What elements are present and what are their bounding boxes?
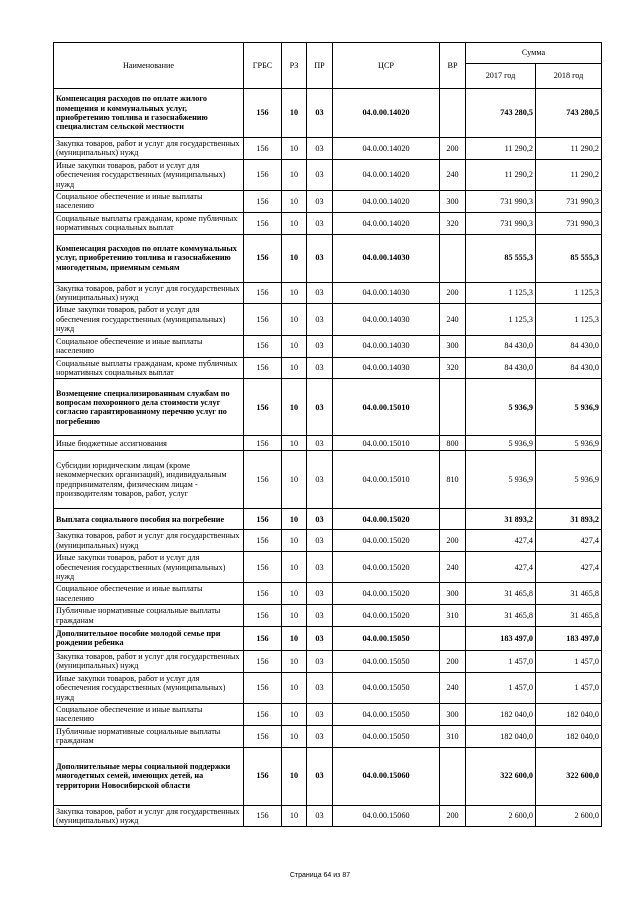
- cell-grbs: 156: [244, 672, 282, 703]
- cell-grbs: 156: [244, 552, 282, 583]
- cell-s2018: 1 125,3: [536, 282, 602, 304]
- cell-s2018: 31 465,8: [536, 605, 602, 627]
- cell-pr: 03: [307, 583, 333, 605]
- cell-name: Социальные выплаты гражданам, кроме публичных нормативных социальных выплат: [54, 357, 244, 379]
- header-sum: Сумма: [466, 43, 602, 64]
- cell-vr: 240: [440, 552, 466, 583]
- cell-rz: 10: [282, 805, 307, 827]
- cell-name: Закупка товаров, работ и услуг для государственных (муниципальных) нужд: [54, 650, 244, 672]
- cell-s2018: 5 936,9: [536, 451, 602, 509]
- cell-pr: 03: [307, 436, 333, 451]
- cell-grbs: 156: [244, 704, 282, 726]
- cell-csr: 04.0.00.14030: [333, 357, 440, 379]
- cell-s2018: 427,4: [536, 530, 602, 552]
- cell-s2017: 182 040,0: [466, 704, 536, 726]
- header-name: Наименование: [54, 43, 244, 89]
- cell-s2017: 84 430,0: [466, 357, 536, 379]
- cell-s2017: 183 497,0: [466, 626, 536, 650]
- cell-rz: 10: [282, 436, 307, 451]
- cell-s2017: 11 290,2: [466, 138, 536, 160]
- cell-pr: 03: [307, 357, 333, 379]
- cell-s2018: 183 497,0: [536, 626, 602, 650]
- cell-rz: 10: [282, 304, 307, 335]
- table-row: [54, 552, 602, 583]
- cell-name: Социальное обеспечение и иные выплаты населению: [54, 583, 244, 605]
- cell-pr: 03: [307, 605, 333, 627]
- cell-csr: 04.0.00.14020: [333, 138, 440, 160]
- cell-csr: 04.0.00.15010: [333, 379, 440, 436]
- cell-s2017: 11 290,2: [466, 159, 536, 190]
- cell-s2018: 84 430,0: [536, 357, 602, 379]
- cell-vr: 810: [440, 451, 466, 509]
- cell-vr: 200: [440, 530, 466, 552]
- cell-name: Возмещение специализированным службам по вопросам похоронного дела стоимости услуг согласно гарантированному перечню услуг по погребению: [54, 379, 244, 436]
- cell-rz: 10: [282, 212, 307, 234]
- cell-name: Иные закупки товаров, работ и услуг для обеспечения государственных (муниципальных) нужд: [54, 672, 244, 703]
- table-row: [54, 282, 602, 304]
- table-row: [54, 747, 602, 805]
- cell-s2017: 1 457,0: [466, 672, 536, 703]
- table-row: [54, 234, 602, 282]
- cell-s2017: 5 936,9: [466, 379, 536, 436]
- cell-rz: 10: [282, 530, 307, 552]
- cell-vr: 320: [440, 212, 466, 234]
- cell-rz: 10: [282, 191, 307, 213]
- cell-csr: 04.0.00.14020: [333, 89, 440, 138]
- cell-s2017: 182 040,0: [466, 725, 536, 747]
- cell-name: Социальные выплаты гражданам, кроме публичных нормативных социальных выплат: [54, 212, 244, 234]
- cell-name: Закупка товаров, работ и услуг для государственных (муниципальных) нужд: [54, 282, 244, 304]
- cell-pr: 03: [307, 530, 333, 552]
- cell-vr: 300: [440, 335, 466, 357]
- cell-csr: 04.0.00.14030: [333, 304, 440, 335]
- cell-s2018: 85 555,3: [536, 234, 602, 282]
- cell-grbs: 156: [244, 138, 282, 160]
- table-row: [54, 159, 602, 190]
- table-row: [54, 212, 602, 234]
- cell-rz: 10: [282, 509, 307, 530]
- cell-grbs: 156: [244, 805, 282, 827]
- cell-vr: [440, 509, 466, 530]
- cell-vr: [440, 89, 466, 138]
- cell-rz: 10: [282, 650, 307, 672]
- cell-vr: 300: [440, 191, 466, 213]
- cell-s2017: 1 457,0: [466, 650, 536, 672]
- cell-csr: 04.0.00.15010: [333, 451, 440, 509]
- header-csr: ЦСР: [333, 43, 440, 89]
- table-row: [54, 805, 602, 827]
- cell-s2017: 31 893,2: [466, 509, 536, 530]
- cell-csr: 04.0.00.15010: [333, 436, 440, 451]
- cell-name: Иные бюджетные ассигнования: [54, 436, 244, 451]
- cell-grbs: 156: [244, 530, 282, 552]
- cell-vr: 200: [440, 650, 466, 672]
- cell-rz: 10: [282, 605, 307, 627]
- header-2018: 2018 год: [536, 64, 602, 89]
- cell-grbs: 156: [244, 191, 282, 213]
- table-row: [54, 583, 602, 605]
- table-row: [54, 530, 602, 552]
- cell-grbs: 156: [244, 451, 282, 509]
- cell-s2018: 743 280,5: [536, 89, 602, 138]
- cell-csr: 04.0.00.15020: [333, 552, 440, 583]
- cell-name: Субсидии юридическим лицам (кроме некоммерческих организаций), индивидуальным предпринимателям, физическим лицам - производителям товаров, работ, услуг: [54, 451, 244, 509]
- cell-s2017: 84 430,0: [466, 335, 536, 357]
- cell-csr: 04.0.00.15020: [333, 605, 440, 627]
- cell-pr: 03: [307, 552, 333, 583]
- table-body: [54, 89, 602, 827]
- cell-s2018: 11 290,2: [536, 159, 602, 190]
- table-row: [54, 509, 602, 530]
- cell-rz: 10: [282, 747, 307, 805]
- cell-rz: 10: [282, 725, 307, 747]
- budget-table: [53, 42, 602, 827]
- table-row: [54, 605, 602, 627]
- cell-pr: 03: [307, 234, 333, 282]
- cell-s2018: 182 040,0: [536, 704, 602, 726]
- cell-s2017: 5 936,9: [466, 451, 536, 509]
- cell-rz: 10: [282, 335, 307, 357]
- cell-rz: 10: [282, 159, 307, 190]
- cell-pr: 03: [307, 805, 333, 827]
- table-row: [54, 335, 602, 357]
- cell-name: Социальное обеспечение и иные выплаты населению: [54, 191, 244, 213]
- cell-csr: 04.0.00.14020: [333, 212, 440, 234]
- cell-name: Закупка товаров, работ и услуг для государственных (муниципальных) нужд: [54, 138, 244, 160]
- cell-grbs: 156: [244, 605, 282, 627]
- cell-s2017: 2 600,0: [466, 805, 536, 827]
- cell-vr: [440, 379, 466, 436]
- cell-grbs: 156: [244, 747, 282, 805]
- cell-pr: 03: [307, 672, 333, 703]
- table-row: [54, 138, 602, 160]
- cell-grbs: 156: [244, 89, 282, 138]
- cell-grbs: 156: [244, 583, 282, 605]
- cell-vr: 240: [440, 672, 466, 703]
- header-pr: ПР: [307, 43, 333, 89]
- cell-s2017: 427,4: [466, 530, 536, 552]
- cell-csr: 04.0.00.15020: [333, 509, 440, 530]
- cell-vr: 300: [440, 583, 466, 605]
- cell-rz: 10: [282, 704, 307, 726]
- cell-pr: 03: [307, 379, 333, 436]
- cell-name: Публичные нормативные социальные выплаты гражданам: [54, 725, 244, 747]
- table-row: [54, 379, 602, 436]
- cell-name: Иные закупки товаров, работ и услуг для обеспечения государственных (муниципальных) нужд: [54, 159, 244, 190]
- cell-s2018: 31 465,8: [536, 583, 602, 605]
- table-row: [54, 626, 602, 650]
- cell-csr: 04.0.00.14030: [333, 234, 440, 282]
- cell-name: Дополнительные меры социальной поддержки многодетных семей, имеющих детей, на территории Новосибирской области: [54, 747, 244, 805]
- table-row: [54, 672, 602, 703]
- cell-grbs: 156: [244, 282, 282, 304]
- cell-pr: 03: [307, 451, 333, 509]
- cell-s2018: 11 290,2: [536, 138, 602, 160]
- cell-s2018: 1 125,3: [536, 304, 602, 335]
- cell-rz: 10: [282, 138, 307, 160]
- table-row: [54, 436, 602, 451]
- cell-csr: 04.0.00.14020: [333, 191, 440, 213]
- cell-name: Выплата социального пособия на погребение: [54, 509, 244, 530]
- cell-s2018: 31 893,2: [536, 509, 602, 530]
- cell-s2017: 5 936,9: [466, 436, 536, 451]
- cell-vr: 310: [440, 725, 466, 747]
- cell-rz: 10: [282, 626, 307, 650]
- cell-name: Социальное обеспечение и иные выплаты населению: [54, 704, 244, 726]
- header-vr: ВР: [440, 43, 466, 89]
- cell-rz: 10: [282, 357, 307, 379]
- cell-rz: 10: [282, 89, 307, 138]
- table-row: [54, 451, 602, 509]
- cell-pr: 03: [307, 704, 333, 726]
- cell-s2017: 322 600,0: [466, 747, 536, 805]
- cell-grbs: 156: [244, 650, 282, 672]
- cell-vr: 200: [440, 282, 466, 304]
- cell-s2018: 1 457,0: [536, 650, 602, 672]
- cell-pr: 03: [307, 304, 333, 335]
- cell-s2018: 1 457,0: [536, 672, 602, 703]
- cell-vr: 800: [440, 436, 466, 451]
- cell-pr: 03: [307, 89, 333, 138]
- cell-grbs: 156: [244, 626, 282, 650]
- cell-csr: 04.0.00.15060: [333, 747, 440, 805]
- cell-grbs: 156: [244, 335, 282, 357]
- header-rz: РЗ: [282, 43, 307, 89]
- cell-grbs: 156: [244, 212, 282, 234]
- cell-rz: 10: [282, 583, 307, 605]
- cell-pr: 03: [307, 509, 333, 530]
- header-grbs: ГРБС: [244, 43, 282, 89]
- cell-name: Социальное обеспечение и иные выплаты населению: [54, 335, 244, 357]
- cell-name: Закупка товаров, работ и услуг для государственных (муниципальных) нужд: [54, 530, 244, 552]
- cell-csr: 04.0.00.14030: [333, 282, 440, 304]
- cell-pr: 03: [307, 335, 333, 357]
- cell-name: Компенсация расходов по оплате коммунальных услуг, приобретению топлива и газоснабжению многодетным, приемным семьям: [54, 234, 244, 282]
- cell-grbs: 156: [244, 436, 282, 451]
- cell-s2017: 31 465,8: [466, 605, 536, 627]
- cell-pr: 03: [307, 650, 333, 672]
- cell-s2017: 1 125,3: [466, 282, 536, 304]
- cell-pr: 03: [307, 159, 333, 190]
- cell-rz: 10: [282, 451, 307, 509]
- cell-name: Закупка товаров, работ и услуг для государственных (муниципальных) нужд: [54, 805, 244, 827]
- cell-csr: 04.0.00.15050: [333, 704, 440, 726]
- cell-name: Иные закупки товаров, работ и услуг для обеспечения государственных (муниципальных) нужд: [54, 304, 244, 335]
- cell-pr: 03: [307, 191, 333, 213]
- cell-grbs: 156: [244, 725, 282, 747]
- cell-s2018: 5 936,9: [536, 379, 602, 436]
- cell-s2018: 2 600,0: [536, 805, 602, 827]
- cell-rz: 10: [282, 672, 307, 703]
- table-row: [54, 725, 602, 747]
- cell-pr: 03: [307, 626, 333, 650]
- table-row: [54, 191, 602, 213]
- cell-vr: 240: [440, 304, 466, 335]
- cell-grbs: 156: [244, 304, 282, 335]
- cell-vr: 310: [440, 605, 466, 627]
- cell-name: Компенсация расходов по оплате жилого помещения и коммунальных услуг, приобретению топлива и газоснабжению специалистам сельской местности: [54, 89, 244, 138]
- cell-vr: [440, 626, 466, 650]
- cell-rz: 10: [282, 282, 307, 304]
- cell-vr: 200: [440, 805, 466, 827]
- cell-name: Дополнительное пособие молодой семье при рождении ребенка: [54, 626, 244, 650]
- cell-pr: 03: [307, 212, 333, 234]
- cell-grbs: 156: [244, 379, 282, 436]
- cell-s2017: 427,4: [466, 552, 536, 583]
- cell-csr: 04.0.00.14030: [333, 335, 440, 357]
- cell-grbs: 156: [244, 509, 282, 530]
- cell-vr: 320: [440, 357, 466, 379]
- cell-csr: 04.0.00.15020: [333, 583, 440, 605]
- cell-name: Иные закупки товаров, работ и услуг для обеспечения государственных (муниципальных) нужд: [54, 552, 244, 583]
- cell-pr: 03: [307, 282, 333, 304]
- page-footer: Страница 64 из 87: [289, 872, 351, 879]
- cell-grbs: 156: [244, 159, 282, 190]
- cell-csr: 04.0.00.15050: [333, 650, 440, 672]
- cell-vr: [440, 234, 466, 282]
- cell-csr: 04.0.00.15060: [333, 805, 440, 827]
- cell-vr: [440, 747, 466, 805]
- cell-s2018: 84 430,0: [536, 335, 602, 357]
- cell-vr: 300: [440, 704, 466, 726]
- table-row: [54, 304, 602, 335]
- cell-s2017: 1 125,3: [466, 304, 536, 335]
- cell-s2018: 731 990,3: [536, 212, 602, 234]
- cell-pr: 03: [307, 725, 333, 747]
- table-row: [54, 89, 602, 138]
- table-row: [54, 704, 602, 726]
- cell-name: Публичные нормативные социальные выплаты гражданам: [54, 605, 244, 627]
- cell-s2018: 322 600,0: [536, 747, 602, 805]
- cell-s2018: 427,4: [536, 552, 602, 583]
- cell-csr: 04.0.00.15050: [333, 672, 440, 703]
- cell-s2018: 182 040,0: [536, 725, 602, 747]
- cell-pr: 03: [307, 747, 333, 805]
- cell-grbs: 156: [244, 234, 282, 282]
- cell-pr: 03: [307, 138, 333, 160]
- table-row: [54, 650, 602, 672]
- cell-grbs: 156: [244, 357, 282, 379]
- cell-s2018: 5 936,9: [536, 436, 602, 451]
- cell-s2017: 85 555,3: [466, 234, 536, 282]
- cell-rz: 10: [282, 552, 307, 583]
- table-row: [54, 357, 602, 379]
- cell-s2018: 731 990,3: [536, 191, 602, 213]
- cell-s2017: 31 465,8: [466, 583, 536, 605]
- cell-s2017: 731 990,3: [466, 212, 536, 234]
- cell-csr: 04.0.00.15050: [333, 725, 440, 747]
- header-2017: 2017 год: [466, 64, 536, 89]
- cell-vr: 200: [440, 138, 466, 160]
- cell-rz: 10: [282, 379, 307, 436]
- cell-vr: 240: [440, 159, 466, 190]
- cell-s2017: 731 990,3: [466, 191, 536, 213]
- cell-csr: 04.0.00.14020: [333, 159, 440, 190]
- cell-s2017: 743 280,5: [466, 89, 536, 138]
- cell-csr: 04.0.00.15050: [333, 626, 440, 650]
- cell-rz: 10: [282, 234, 307, 282]
- cell-csr: 04.0.00.15020: [333, 530, 440, 552]
